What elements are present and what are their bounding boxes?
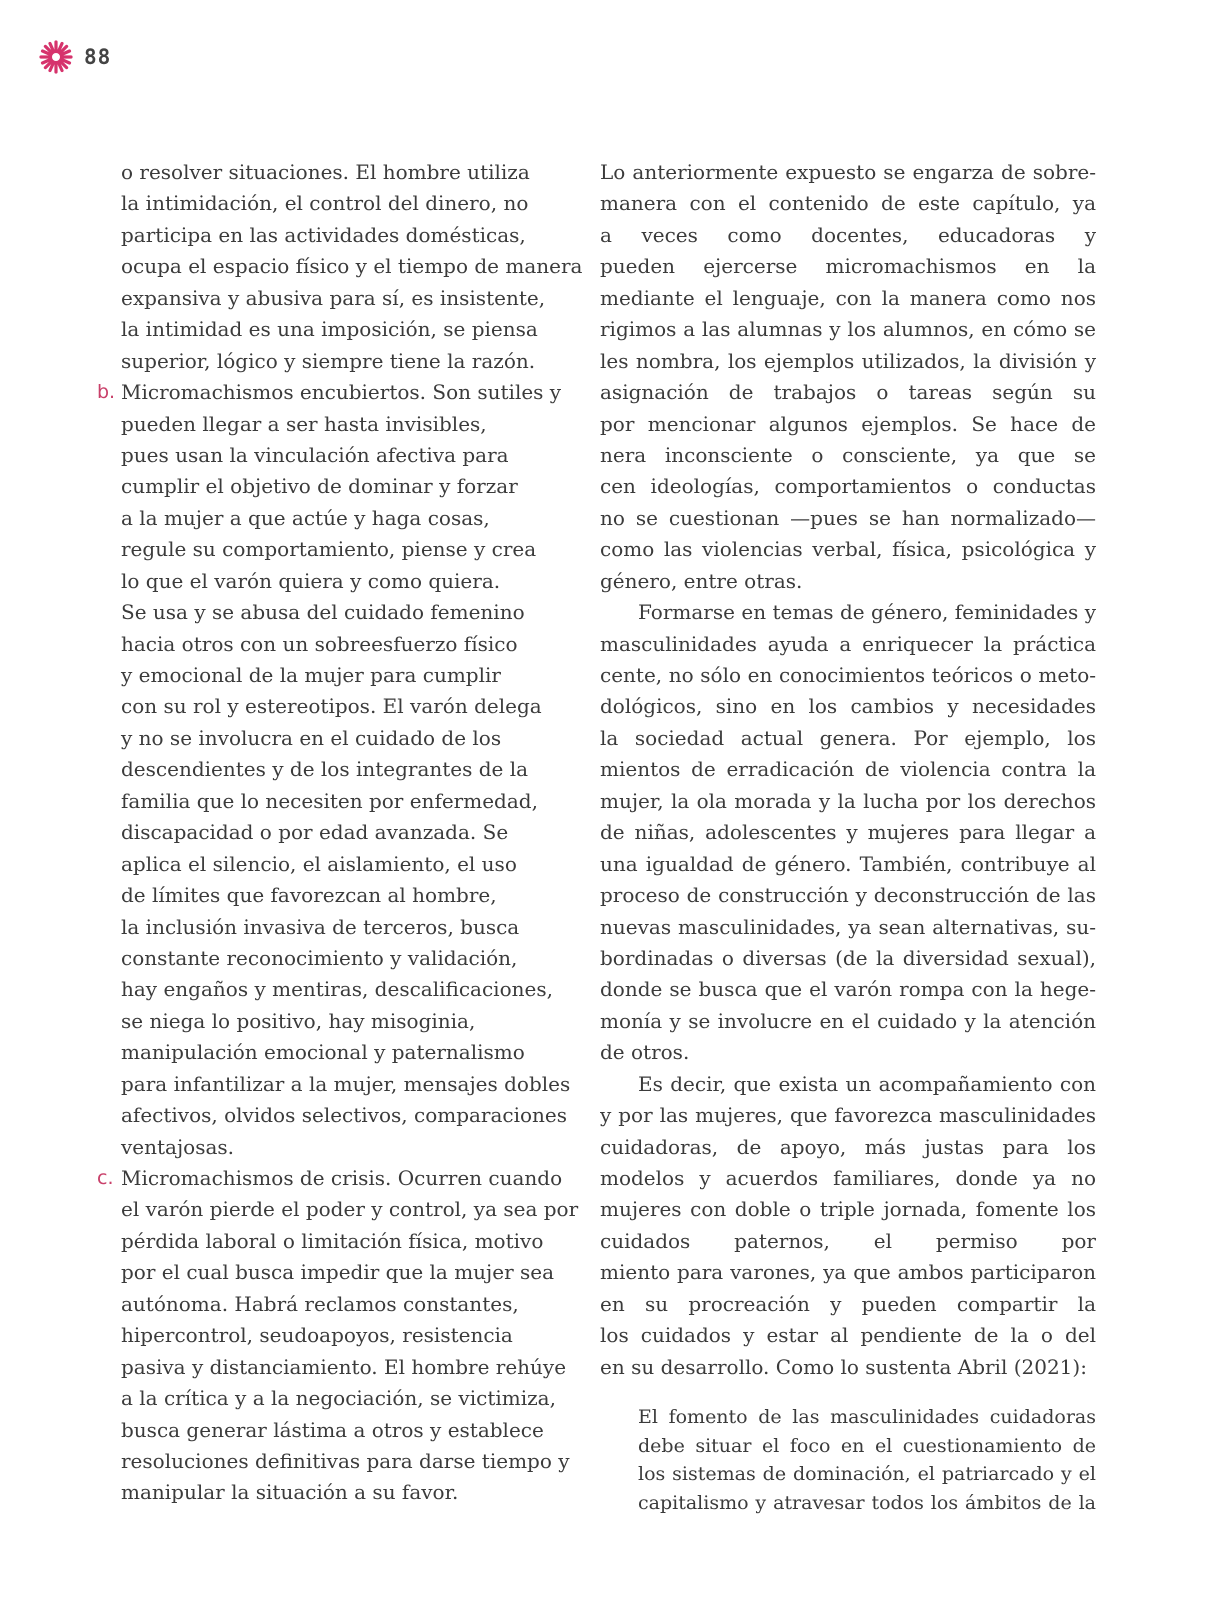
text-line: dológicos, sino en los cambios y necesidades [600,694,1096,719]
text-line: cente, no sólo en conocimientos teóricos o meto- [600,663,1096,687]
text-line: a la mujer a que actúe y haga cosas, [121,505,490,530]
text-line-content: Micromachismos de crisis. Ocurren cuando [121,1166,563,1190]
text-line: Lo anteriormente expuesto se engarza de sobre- [600,160,1096,184]
text-line: de límites que favorezcan al hombre, [121,883,497,908]
text-line: mujeres con doble o triple jornada, fomente los [600,1197,1096,1222]
list-item-c [97,1163,579,1509]
text-line: Formarse en temas de género, feminidades y [638,600,1096,625]
list-marker: c. [97,1167,114,1189]
list-item-b [97,377,576,1163]
text-line: hipercontrol, seudoapoyos, resistencia [121,1323,513,1348]
text-line: afectivos, olvidos selectivos, comparaciones [121,1103,568,1128]
text-line: una igualdad de género. También, contribuye al [600,851,1096,876]
text-line [97,377,576,408]
page-number: 88 [84,45,112,69]
text-line-content: Micromachismos encubiertos. Son sutiles y [121,380,562,405]
quote-line: capitalismo y atravesar todos los ámbitos de la [638,1491,1096,1514]
text-line: hacia otros con un sobreesfuerzo físico [121,631,518,656]
text-line: proceso de construcción y deconstrucción de las [600,883,1096,908]
text-line: con su rol y estereotipos. El varón delega [121,694,542,719]
text-line: a veces como docentes, educadoras y [600,222,1096,247]
asterisk-flower-icon [38,39,74,75]
text-line: de otros. [600,1040,690,1065]
text-line: superior, lógico y siempre tiene la razón. [121,348,536,373]
text-line: pueden ejercerse micromachismos en la [600,254,1096,279]
text-line: se niega lo positivo, hay misoginia, [121,1008,476,1033]
text-line: pues usan la vinculación afectiva para [121,442,509,467]
text-line: manipular la situación a su favor. [121,1480,459,1505]
quote-line: los sistemas de dominación, el patriarcado y el [638,1463,1096,1486]
text-line: pueden llegar a ser hasta invisibles, [121,411,487,436]
text-line: manipulación emocional y paternalismo [121,1040,525,1065]
text-line: por mencionar algunos ejemplos. Se hace de [600,411,1096,436]
text-line: de niñas, adolescentes y mujeres para llegar a [600,820,1096,845]
text-line: pérdida laboral o limitación física, motivo [121,1228,544,1253]
text-line: Es decir, que exista un acompañamiento con [638,1071,1096,1096]
text-line: los cuidados y estar al pendiente de la o del [600,1323,1096,1348]
text-line: Se usa y se abusa del cuidado femenino [121,600,525,625]
text-line: expansiva y abusiva para sí, es insistente, [121,285,546,310]
text-line: a la crítica y a la negociación, se victimiza, [121,1386,556,1411]
text-line: nera inconsciente o consciente, ya que se [600,442,1096,467]
text-line: constante reconocimiento y validación, [121,945,518,970]
text-line: en su procreación y pueden compartir la [600,1291,1096,1316]
text-line: familia que lo necesiten por enfermedad, [121,788,538,813]
text-line: o resolver situaciones. El hombre utiliza [121,160,530,184]
quote-line: debe situar el foco en el cuestionamiento de [638,1434,1096,1457]
text-line: la inclusión invasiva de terceros, busca [121,914,520,939]
text-line: descendientes y de los integrantes de la [121,757,529,782]
text-line: no se cuestionan —pues se han normalizado— [600,505,1096,530]
text-line: la intimidación, el control del dinero, no [121,191,529,216]
text-line: les nombra, los ejemplos utilizados, la división y [600,348,1096,373]
text-line: monía y se involucre en el cuidado y la atención [600,1008,1096,1033]
text-line: busca generar lástima a otros y establece [121,1417,544,1442]
text-line: modelos y acuerdos familiares, donde ya no [600,1166,1096,1190]
text-line: discapacidad o por edad avanzada. Se [121,820,509,845]
text-line: mediante el lenguaje, con la manera como nos [600,285,1096,310]
block-quote [638,1403,1096,1517]
text-line: nuevas masculinidades, ya sean alternativas, su- [600,914,1096,939]
text-line: participa en las actividades domésticas, [121,222,526,247]
text-line: y por las mujeres, que favorezca masculinidades [600,1103,1096,1128]
text-line: lo que el varón quiera y como quiera. [121,568,501,593]
text-line: el varón pierde el poder y control, ya sea por [121,1197,579,1222]
text-line: resoluciones definitivas para darse tiempo y [121,1448,570,1473]
text-line: para infantilizar a la mujer, mensajes dobles [121,1071,571,1096]
quote-line: El fomento de las masculinidades cuidadoras [638,1406,1096,1428]
text-line: autónoma. Habrá reclamos constantes, [121,1291,519,1316]
text-line: miento para varones, ya que ambos participaron [600,1260,1096,1285]
intro-paragraph [121,157,583,377]
text-line: donde se busca que el varón rompa con la hege- [600,977,1096,1002]
text-line: género, entre otras. [600,568,803,593]
text-line: bordinadas o diversas (de la diversidad sexual), [600,945,1096,970]
text-line: pasiva y distanciamiento. El hombre rehúye [121,1354,567,1379]
right-column [600,157,1096,1383]
text-line: asignación de trabajos o tareas según su [600,380,1096,405]
text-line: hay engaños y mentiras, descalificaciones, [121,977,553,1002]
paragraph-1 [600,157,1096,597]
text-line: cumplir el objetivo de dominar y forzar [121,474,518,499]
paragraph-3 [600,1069,1096,1383]
text-line: la sociedad actual genera. Por ejemplo, los [600,725,1096,750]
text-line: y no se involucra en el cuidado de los [121,725,502,750]
left-column [97,157,583,1509]
text-line: mientos de erradicación de violencia contra la [600,757,1096,782]
text-line [97,1163,576,1194]
text-line: mujer, la ola morada y la lucha por los derechos [600,788,1096,813]
page-header [38,40,111,74]
text-line: manera con el contenido de este capítulo, ya [600,191,1096,216]
text-line: ocupa el espacio físico y el tiempo de manera [121,254,583,279]
text-line: en su desarrollo. Como lo sustenta Abril (2021): [600,1354,1087,1379]
text-line: ventajosas. [121,1134,235,1159]
text-line: y emocional de la mujer para cumplir [121,663,501,687]
text-line: cuidadoras, de apoyo, más justas para los [600,1134,1096,1159]
paragraph-2 [600,597,1096,1069]
text-line: la intimidad es una imposición, se piensa [121,317,538,342]
text-line: aplica el silencio, el aislamiento, el uso [121,851,517,876]
text-line: como las violencias verbal, física, psicológica y [600,537,1096,562]
text-line: por el cual busca impedir que la mujer sea [121,1260,555,1285]
text-line: rigimos a las alumnas y los alumnos, en cómo se [600,317,1096,342]
text-line: regule su comportamiento, piense y crea [121,537,537,562]
text-line: masculinidades ayuda a enriquecer la práctica [600,631,1096,656]
list-marker: b. [97,381,116,404]
text-line: cuidados paternos, el permiso por [600,1228,1096,1253]
text-line: cen ideologías, comportamientos o conductas [600,474,1096,499]
